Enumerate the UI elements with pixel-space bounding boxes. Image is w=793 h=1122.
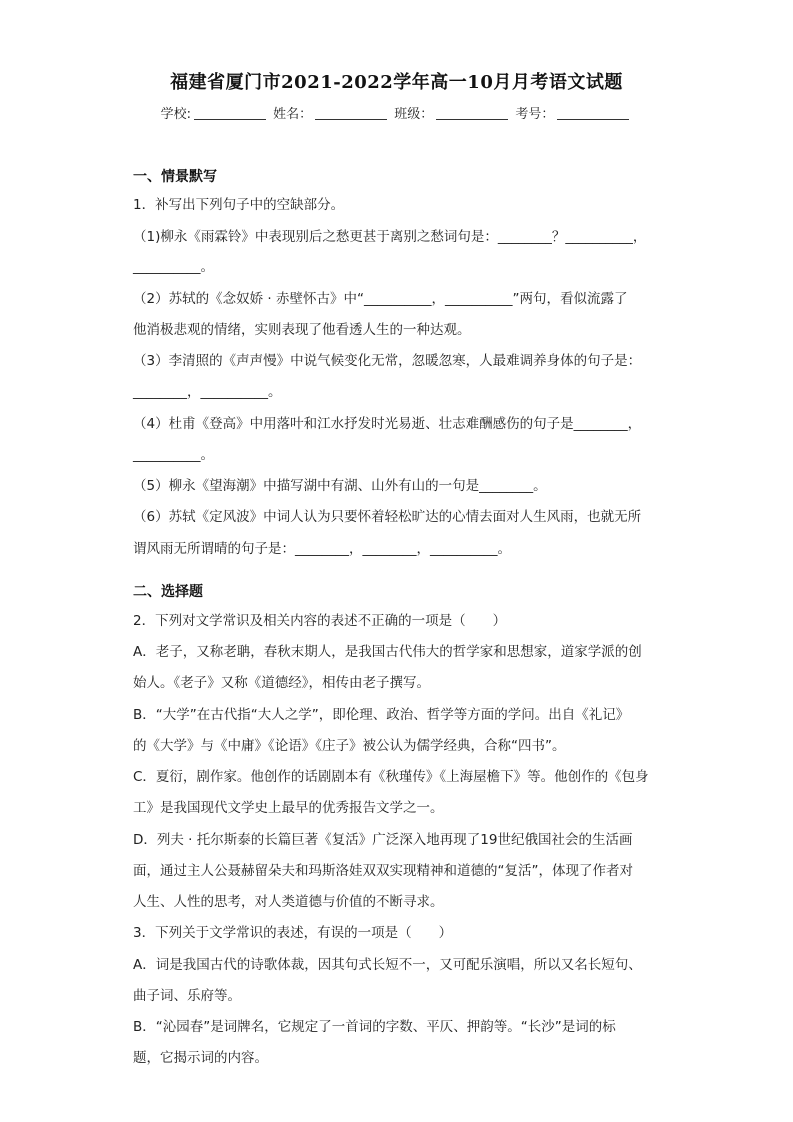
question-line: 3．下列关于文学常识的表述，有误的一项是（ ） — [133, 925, 453, 941]
option-line: 始人。《老子》又称《道德经》，相传由老子撰写。 — [133, 675, 430, 691]
option-line: A．老子，又称老聃，春秋末期人，是我国古代伟大的哲学家和思想家，道家学派的创 — [133, 644, 642, 660]
option-line: 面，通过主人公聂赫留朵夫和玛斯洛娃双双实现精神和道德的“复活”，体现了作者对 — [133, 863, 633, 879]
name-label: 姓名： — [273, 107, 313, 122]
question-line: （4）杜甫《登高》中用落叶和江水抒发时光易逝、壮志难酬感伤的句子是________， — [133, 416, 642, 432]
option-line: B．“沁园春”是词牌名，它规定了一首词的字数、平仄、押韵等。“长沙”是词的标 — [133, 1019, 616, 1035]
question-line: （2）苏轼的《念奴娇 · 赤壁怀古》中“__________，__________”两句，看似流露了 — [133, 291, 628, 307]
option-line: 的《大学》与《中庸》《论语》《庄子》被公认为儒学经典，合称“四书”。 — [133, 738, 566, 754]
school-blank — [194, 106, 266, 120]
question-line: 2．下列对文学常识及相关内容的表述不正确的一项是（ ） — [133, 613, 507, 629]
section-heading-recitation: 一、情景默写 — [133, 169, 217, 185]
class-label: 班级： — [394, 107, 434, 122]
question-line: （1)柳永《雨霖铃》中表现别后之愁更甚于离别之愁词句是：________？__________， — [133, 229, 647, 245]
question-line: 他消极悲观的情绪，实则表现了他看透人生的一种达观。 — [133, 322, 471, 338]
question-line: 谓风雨无所谓晴的句子是：________，________，__________。 — [133, 541, 511, 557]
option-line: C．夏衍，剧作家。他创作的话剧剧本有《秋瑾传》《上海屋檐下》等。他创作的《包身 — [133, 769, 649, 785]
exam-title: 福建省厦门市2021-2022学年高一10月月考语文试题 — [170, 72, 623, 93]
option-line: B．“大学”在古代指“大人之学”，即伦理、政治、哲学等方面的学问。出自《礼记》 — [133, 707, 630, 723]
question-line: 1．补写出下列句子中的空缺部分。 — [133, 197, 345, 213]
student-info-row — [0, 103, 793, 122]
option-line: 人生、人性的思考，对人类道德与价值的不断寻求。 — [133, 894, 444, 910]
class-blank — [436, 106, 508, 120]
option-line: 工》是我国现代文学史上最早的优秀报告文学之一。 — [133, 800, 444, 816]
question-line: ________，__________。 — [133, 384, 282, 400]
question-line: （5）柳永《望海潮》中描写湖中有湖、山外有山的一句是________。 — [133, 478, 547, 494]
section-heading-choice: 二、选择题 — [133, 584, 203, 600]
option-line: 题，它揭示词的内容。 — [133, 1050, 268, 1066]
question-line: __________。 — [133, 259, 214, 275]
exam-number-blank — [557, 106, 629, 120]
option-line: D．列夫 · 托尔斯泰的长篇巨著《复活》广泛深入地再现了19世纪俄国社会的生活画 — [133, 832, 633, 848]
exam-number-label: 考号： — [515, 107, 555, 122]
question-line: （6）苏轼《定风波》中词人认为只要怀着轻松旷达的心情去面对人生风雨，也就无所 — [133, 509, 642, 525]
question-line: （3）李清照的《声声慢》中说气候变化无常，忽暖忽寒，人最难调养身体的句子是： — [133, 353, 642, 369]
question-line: __________。 — [133, 447, 214, 463]
option-line: A．词是我国古代的诗歌体裁，因其句式长短不一，又可配乐演唱，所以又名长短句、 — [133, 957, 642, 973]
option-line: 曲子词、乐府等。 — [133, 988, 241, 1004]
school-label: 学校: — [160, 107, 191, 122]
name-blank — [315, 106, 387, 120]
